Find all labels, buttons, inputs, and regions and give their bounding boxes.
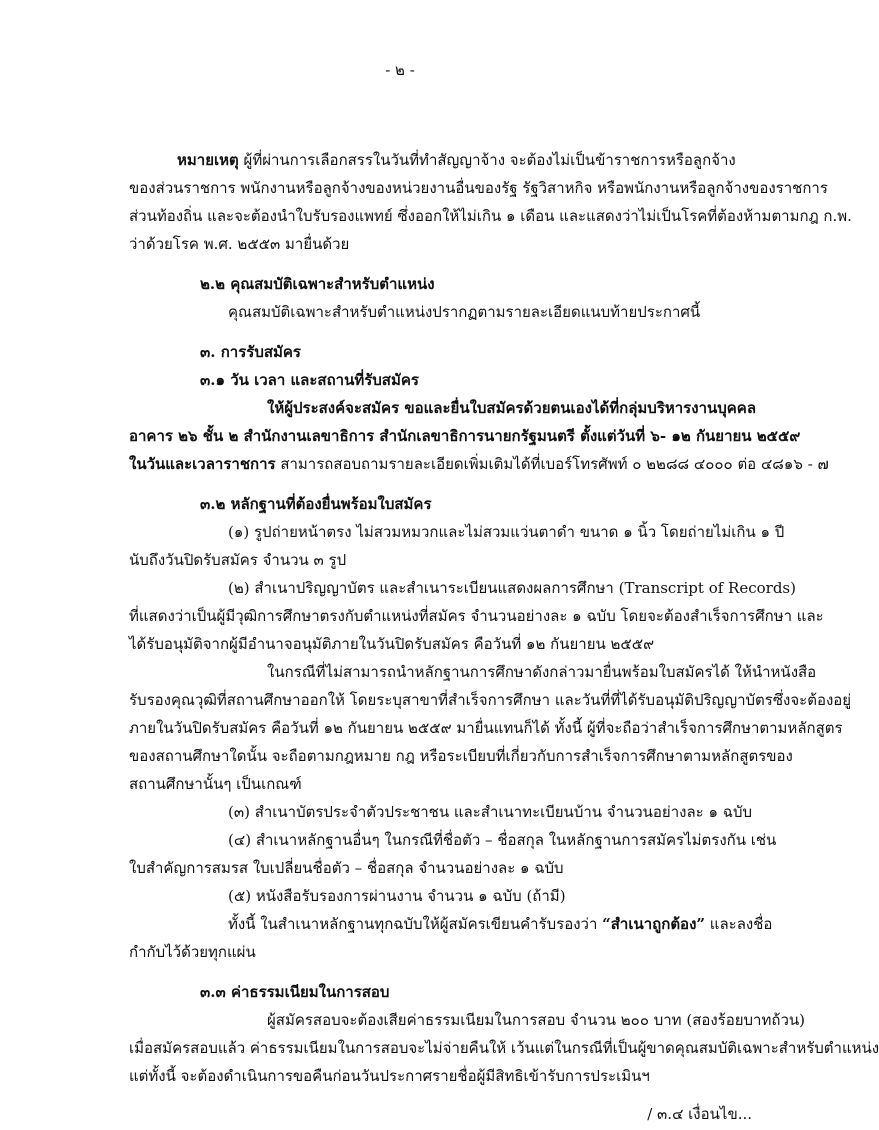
item-5: (๕) หนังสือรับรองการผ่านงาน จำนวน ๑ ฉบับ (ถ้ามี) xyxy=(228,887,566,905)
item-2-para-line-4: ของสถานศึกษาใดนั้น จะถือตามกฎหมาย กฎ หรือระเบียบที่เกี่ยวกับการสำเร็จการศึกษาตามหลักสูตรของ xyxy=(129,747,793,765)
certify-line-2: กำกับไว้ด้วยทุกแผ่น xyxy=(129,943,256,961)
certify-quote: “สำเนาถูกต้อง” xyxy=(602,915,706,933)
item-1-line-2: นับถึงวันปิดรับสมัคร จำนวน ๓ รูป xyxy=(129,551,347,569)
page-number: - ๒ - xyxy=(385,61,415,79)
note-label: หมายเหตุ xyxy=(177,151,239,169)
item-1-line-1: (๑) รูปถ่ายหน้าตรง ไม่สวมหมวกและไม่สวมแว่นตาดำ ขนาด ๑ นิ้ว โดยถ่ายไม่เกิน ๑ ปี xyxy=(228,523,785,541)
note-line-1: หมายเหตุ ผู้ที่ผ่านการเลือกสรรในวันที่ทำสัญญาจ้าง จะต้องไม่เป็นข้าราชการหรือลูกจ้าง xyxy=(177,151,736,169)
para-3-1-line-3: ในวันและเวลาราชการ สามารถสอบถามรายละเอียดเพิ่มเติมได้ที่เบอร์โทรศัพท์ ๐ ๒๒๘๘ ๔๐๐๐ ต่อ ๔๘๑๖ - ๗ xyxy=(129,455,829,473)
item-2-para-line-5: สถานศึกษานั้นๆ เป็นเกณฑ์ xyxy=(129,775,302,793)
item-2-line-3: ได้รับอนุมัติจากผู้มีอำนาจอนุมัติภายในวันปิดรับสมัคร คือวันที่ ๑๒ กันยายน ๒๕๕๙ xyxy=(129,635,655,653)
para-3-1-line-2: อาคาร ๒๖ ชั้น ๒ สำนักงานเลขาธิการ สำนักเลขาธิการนายกรัฐมนตรี ตั้งแต่วันที่ ๖- ๑๒ กันยายน ๒๕๕๙ xyxy=(129,427,801,445)
para-3-3-line-2: เมื่อสมัครสอบแล้ว ค่าธรรมเนียมในการสอบจะไม่จ่ายคืนให้ เว้นแต่ในกรณีที่เป็นผู้ขาดคุณสมบัติเฉพาะสำหรับตำแหน่ง xyxy=(129,1039,879,1057)
continued-footer: / ๓.๔ เงื่อนไข... xyxy=(647,1105,752,1123)
heading-3-2: ๓.๒ หลักฐานที่ต้องยื่นพร้อมใบสมัคร xyxy=(200,495,432,513)
para-3-3-line-3: แต่ทั้งนี้ จะต้องดำเนินการขอคืนก่อนวันประกาศรายชื่อผู้มีสิทธิเข้ารับการประเมินฯ xyxy=(129,1067,650,1085)
heading-3: ๓. การรับสมัคร xyxy=(200,343,301,361)
heading-3-3: ๓.๓ ค่าธรรมเนียมในการสอบ xyxy=(200,983,390,1001)
para-3-1-line-1: ให้ผู้ประสงค์จะสมัคร ขอและยื่นใบสมัครด้วยตนเองได้ที่กลุ่มบริหารงานบุคคล xyxy=(267,399,757,417)
item-3: (๓) สำเนาบัตรประจำตัวประชาชน และสำเนาทะเบียนบ้าน จำนวนอย่างละ ๑ ฉบับ xyxy=(228,803,753,821)
para-2-2: คุณสมบัติเฉพาะสำหรับตำแหน่งปรากฏตามรายละเอียดแนบท้ายประกาศนี้ xyxy=(228,303,701,321)
heading-2-2: ๒.๒ คุณสมบัติเฉพาะสำหรับตำแหน่ง xyxy=(200,275,435,293)
item-4-line-1: (๔) สำเนาหลักฐานอื่นๆ ในกรณีที่ชื่อตัว – ชื่อสกุล ในหลักฐานการสมัครไม่ตรงกัน เช่น xyxy=(228,831,777,849)
certify-line-1: ทั้งนี้ ในสำเนาหลักฐานทุกฉบับให้ผู้สมัครเขียนคำรับรองว่า “สำเนาถูกต้อง” และลงชื่อ xyxy=(228,915,773,933)
note-line-3: ส่วนท้องถิ่น และจะต้องนำใบรับรองแพทย์ ซึ่งออกให้ไม่เกิน ๑ เดือน และแสดงว่าไม่เป็นโรคที่ต้องห้ามตามกฎ ก.พ. xyxy=(129,207,852,225)
item-2-para-line-3: ภายในวันปิดรับสมัคร คือวันที่ ๑๒ กันยายน ๒๕๕๙ มายื่นแทนก็ได้ ทั้งนี้ ผู้ที่จะถือว่าสำเร็จการศึกษาตามหลักสูตร xyxy=(129,719,843,737)
item-2-line-1: (๒) สำเนาปริญญาบัตร และสำเนาระเบียนแสดงผลการศึกษา (Transcript of Records) xyxy=(228,579,796,597)
note-line-2: ของส่วนราชการ พนักงานหรือลูกจ้างของหน่วยงานอื่นของรัฐ รัฐวิสาหกิจ หรือพนักงานหรือลูกจ้างของราชการ xyxy=(129,179,828,197)
item-2-para-line-2: รับรองคุณวุฒิที่สถานศึกษาออกให้ โดยระบุสาขาที่สำเร็จการศึกษา และวันที่ที่ได้รับอนุมัติปริญญาบัตรซึ่งจะต้องอยู่ xyxy=(129,691,852,709)
item-4-line-2: ใบสำคัญการสมรส ใบเปลี่ยนชื่อตัว – ชื่อสกุล จำนวนอย่างละ ๑ ฉบับ xyxy=(129,859,564,877)
para-3-3-line-1: ผู้สมัครสอบจะต้องเสียค่าธรรมเนียมในการสอบ จำนวน ๒๐๐ บาท (สองร้อยบาทถ้วน) xyxy=(267,1011,805,1029)
note-line-4: ว่าด้วยโรค พ.ศ. ๒๕๕๓ มายื่นด้วย xyxy=(129,235,350,253)
item-2-line-2: ที่แสดงว่าเป็นผู้มีวุฒิการศึกษาตรงกับตำแหน่งที่สมัคร จำนวนอย่างละ ๑ ฉบับ โดยจะต้องสำเร็จการศึกษา และ xyxy=(129,607,824,625)
item-2-para-line-1: ในกรณีที่ไม่สามารถนำหลักฐานการศึกษาดังกล่าวมายื่นพร้อมใบสมัครได้ ให้นำหนังสือ xyxy=(267,663,817,681)
heading-3-1: ๓.๑ วัน เวลา และสถานที่รับสมัคร xyxy=(200,371,419,389)
